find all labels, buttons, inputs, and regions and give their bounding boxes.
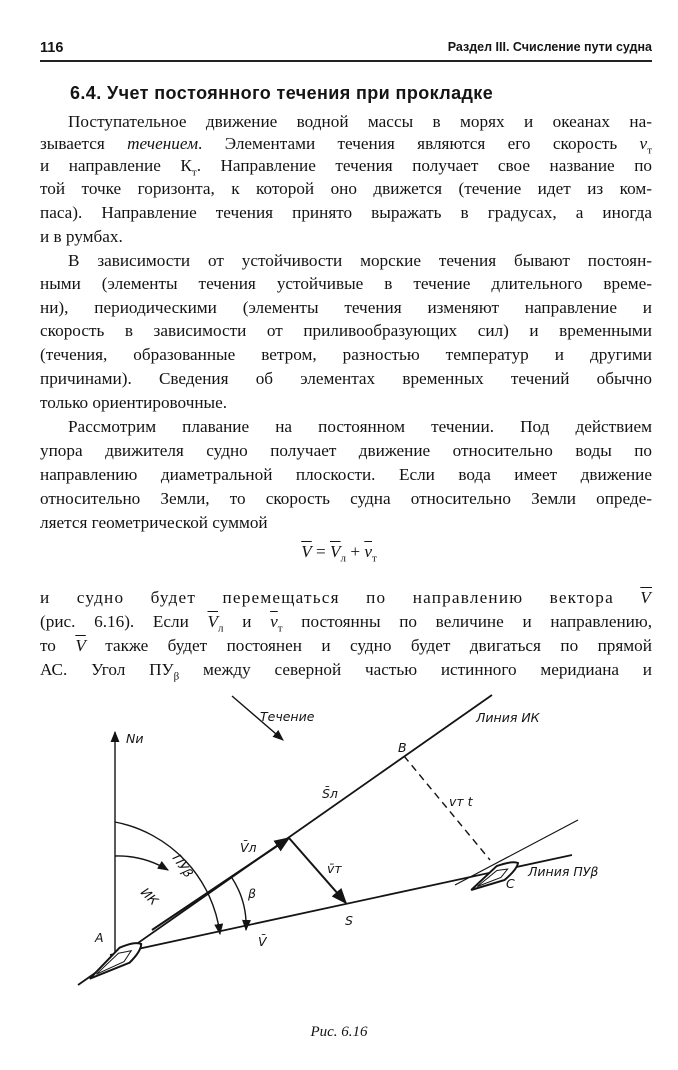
figure-6-16: [0, 680, 678, 1020]
point-a-label: A: [95, 930, 104, 945]
text-line: и в румбах.: [40, 227, 123, 246]
page-number: 116: [40, 40, 64, 56]
north-label: Nи: [126, 731, 144, 746]
text-line: относительно Земли, то скорость судна относительно Земли опреде-: [40, 489, 652, 508]
sl-label: S̄л: [322, 786, 338, 801]
text-line: АС. Угол $ПУ_\beta$ между северной частью истинного меридиана и: [40, 660, 652, 683]
ik-angle-label: ИК: [137, 884, 162, 909]
section-title: 6.4. Учет постоянного течения при прокладке: [70, 83, 494, 103]
text-line: Поступательное движение водной массы в морях и океанах на-: [68, 112, 652, 131]
text-line: направлению диаметральной плоскости. Если вода имеет движение: [40, 465, 652, 484]
text-line: и направление $К_т$. Направление течения получает свое название по: [40, 156, 652, 179]
vt-label: v̄т: [327, 861, 342, 876]
text-line: Рассмотрим плавание на постоянном течении. Под действием: [68, 417, 652, 436]
point-c-label: C: [506, 876, 515, 891]
line-ik-label: Линия ИК: [476, 710, 540, 725]
text-line: только ориентировочные.: [40, 393, 228, 412]
bc-dashed-line: [404, 756, 490, 860]
line-pu-label: Линия ПУβ: [528, 864, 599, 879]
figure-caption: Рис. 6.16: [310, 1024, 368, 1040]
beta-arc: [232, 878, 246, 930]
vl-arrow: [152, 838, 289, 930]
text-line: (течения, образованные ветром, разностью температур и другими: [40, 345, 652, 364]
pu-arc: [115, 822, 220, 934]
text-line: той точке горизонта, к которой оно движется (течение идет из ком-: [40, 179, 652, 198]
text-line: зывается течением. Элементами течения являются его скорость $v_т$: [40, 134, 652, 157]
v-label: V̄: [258, 934, 267, 949]
text-line: скорость в зависимости от приливообразующих сил) и временными: [40, 321, 652, 340]
text-line: упора движителя судно получает движение относительно воды по: [40, 441, 652, 460]
page-header: [40, 40, 652, 60]
text-line: ляется геометрической суммой: [40, 513, 268, 532]
text-line: то $\overline{V}$ также будет постоянен и судно будет двигаться по прямой: [40, 636, 652, 655]
header-rule: [40, 60, 652, 62]
text-line: и судно будет перемещаться по направлению вектора $\overline{V}$: [40, 588, 652, 607]
running-head: Раздел III. Счисление пути судна: [447, 40, 652, 54]
vt-t-label: vт t: [449, 794, 473, 809]
text-line: паса). Направление течения принято выражать в градусах, а иногда: [40, 203, 652, 222]
text-line: ными (элементы течения устойчивые в течение длительного време-: [40, 274, 652, 293]
text-line: (рис. 6.16). Если $\overline{V}_л$ и $\overline{v}_т$ постоянны по величине и направлению,: [40, 612, 652, 635]
beta-label: β: [248, 886, 256, 901]
current-label: Течение: [260, 709, 315, 724]
vector-sum-formula: $\overline{V} = \overline{V}_л + \overline{v}_т$: [301, 542, 377, 565]
point-b-label: B: [398, 740, 407, 755]
vl-label: V̄л: [240, 840, 257, 855]
pu-angle-label: ПУβ: [169, 851, 197, 881]
point-s-label: S: [345, 913, 353, 928]
text-line: ни), периодическими (элементы течения изменяют направление и: [40, 298, 652, 317]
text-line: причинами). Сведения об элементах временных течений обычно: [40, 369, 652, 388]
ik-arc: [115, 856, 168, 870]
text-line: В зависимости от устойчивости морские течения бывают постоян-: [68, 251, 652, 270]
